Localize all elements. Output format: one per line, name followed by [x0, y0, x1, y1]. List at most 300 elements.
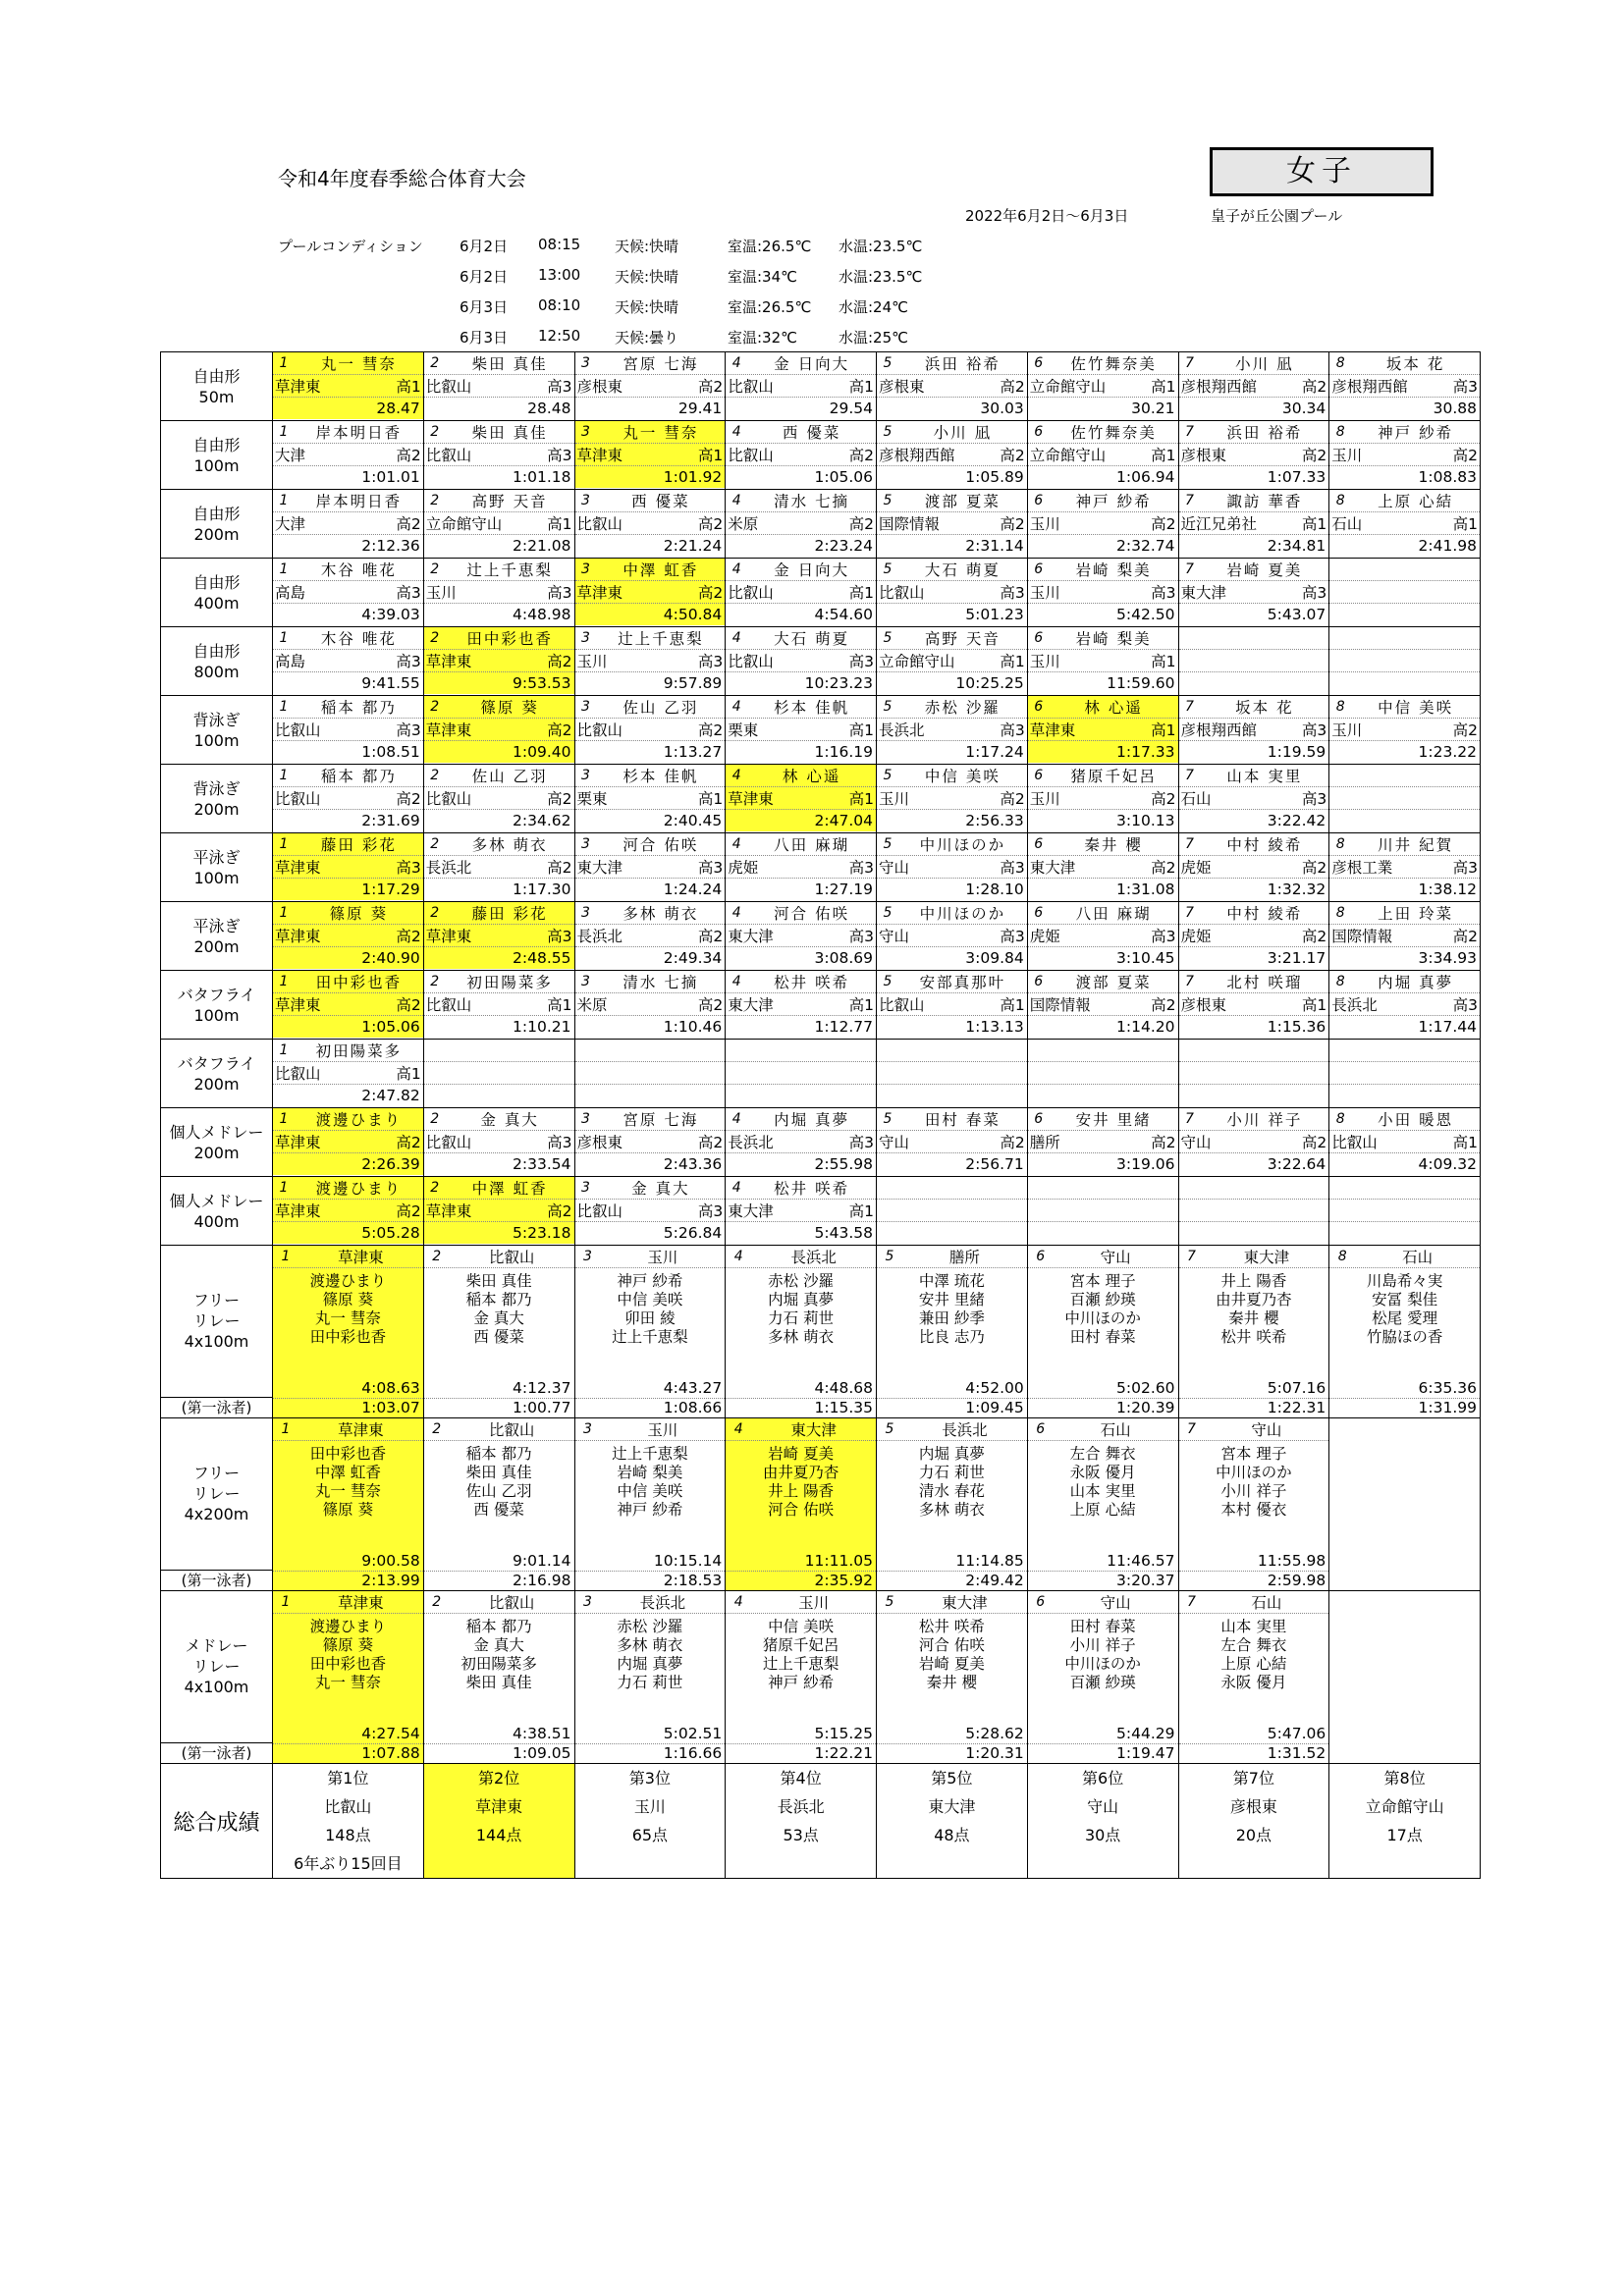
place-number: 3 — [581, 630, 590, 646]
grade: 高1 — [396, 378, 421, 396]
first-swimmer-time: 1:22.31 — [1267, 1399, 1326, 1416]
relay-team-line — [877, 1418, 1027, 1441]
school-name: 草津東 — [425, 928, 472, 945]
place-number: 2 — [430, 768, 440, 783]
member-name: 田村 春菜 — [1069, 1618, 1136, 1635]
first-swimmer-label: (第一泳者) — [161, 1742, 272, 1763]
time-line — [1179, 398, 1329, 419]
place-number: 2 — [432, 1421, 442, 1437]
relay-members — [424, 1268, 574, 1379]
member-name: 田中彩也香 — [309, 1445, 387, 1463]
swimmer-line — [1028, 352, 1178, 375]
result-cell — [1178, 1040, 1329, 1108]
empty-line — [1329, 559, 1480, 581]
grade: 高2 — [1452, 447, 1478, 464]
school-line — [1329, 856, 1480, 879]
school-name: 大津 — [275, 447, 306, 464]
swimmer-name: 丸一 彗奈 — [623, 424, 699, 442]
time-line — [1179, 604, 1329, 625]
empty-line — [726, 1040, 876, 1062]
school-name: 守山 — [1180, 1134, 1212, 1151]
grade: 高1 — [1151, 721, 1176, 739]
pool-condition-label: プールコンディション — [278, 238, 423, 255]
result-cell — [1178, 1177, 1329, 1246]
member-name: 百瀬 紗瑛 — [1069, 1291, 1136, 1308]
time-line — [273, 535, 423, 557]
relay-total-time: 5:28.62 — [877, 1725, 1027, 1744]
time-line — [1329, 535, 1480, 557]
place-number: 6 — [1034, 974, 1044, 989]
result-cell — [1178, 421, 1329, 490]
condition-water: 水温:23.5℃ — [839, 268, 923, 286]
swimmer-name: 神戸 紗希 — [1378, 424, 1454, 442]
school-name: 草津東 — [1029, 721, 1076, 739]
relay-total-time: 9:01.14 — [424, 1552, 574, 1572]
result-cell — [1027, 1040, 1178, 1108]
member-name: 井上 陽香 — [768, 1482, 835, 1500]
result-cell — [273, 833, 424, 902]
school-line — [1028, 856, 1178, 879]
result-cell — [877, 352, 1028, 421]
swimmer-line — [575, 902, 726, 925]
condition-time: 13:00 — [538, 266, 581, 284]
standing-cell — [423, 1764, 574, 1879]
swimmer-line — [877, 627, 1027, 650]
result-time: 3:09.84 — [965, 949, 1024, 967]
result-cell — [1178, 833, 1329, 902]
place-number: 5 — [883, 836, 893, 852]
relay-event-name — [161, 1246, 273, 1418]
first-swimmer-time: 2:13.99 — [273, 1572, 423, 1590]
standing-points: 148点 — [325, 1826, 371, 1844]
swimmer-name: 林 心遥 — [1084, 699, 1143, 717]
result-time: 3:22.64 — [1267, 1155, 1326, 1173]
event-name: 個人メドレー 200m — [161, 1108, 273, 1177]
member-name: 稲本 都乃 — [465, 1445, 532, 1463]
result-time: 1:16.19 — [814, 743, 873, 761]
place-number: 4 — [731, 493, 741, 508]
place-number: 2 — [430, 1180, 440, 1196]
time-line — [1329, 398, 1480, 419]
relay-cell — [423, 1591, 574, 1764]
swimmer-name: 松井 咲希 — [774, 974, 850, 991]
swimmer-line — [726, 559, 876, 581]
school-name: 比叡山 — [879, 996, 925, 1014]
empty-line — [1329, 672, 1480, 694]
member-name: 松尾 愛理 — [1372, 1309, 1438, 1327]
school-line — [1028, 719, 1178, 741]
result-cell — [574, 1177, 726, 1246]
result-time: 2:49.34 — [663, 949, 723, 967]
place-number: 4 — [733, 1421, 743, 1437]
swimmer-line — [726, 421, 876, 444]
standing-note — [575, 1849, 726, 1878]
grade: 高2 — [396, 996, 421, 1014]
grade: 高3 — [697, 1202, 724, 1220]
swimmer-line — [1329, 490, 1480, 512]
first-swimmer-time: 3:20.37 — [1116, 1572, 1175, 1589]
member-name: 秦井 櫻 — [1228, 1309, 1279, 1327]
relay-total-time: 4:52.00 — [877, 1379, 1027, 1399]
school-name: 草津東 — [275, 1134, 321, 1151]
result-time: 1:08.51 — [361, 743, 420, 761]
standing-team: 草津東 — [475, 1797, 523, 1816]
standing-cell — [1027, 1764, 1178, 1879]
grade: 高2 — [1301, 859, 1327, 877]
swimmer-line — [424, 559, 574, 581]
condition-room: 室温:32℃ — [728, 329, 797, 347]
member-name: 安井 里緒 — [918, 1291, 985, 1308]
grade: 高2 — [547, 790, 572, 808]
swimmer-name: 安井 里緒 — [1075, 1111, 1152, 1129]
swimmer-line — [1028, 559, 1178, 581]
school-name: 比叡山 — [425, 378, 472, 396]
member-name: 中信 美咲 — [768, 1618, 835, 1635]
member-name: 川島希々実 — [1366, 1272, 1443, 1290]
result-cell — [877, 559, 1028, 627]
school-line — [877, 581, 1027, 604]
swimmer-line — [575, 971, 726, 993]
time-line — [1329, 1016, 1480, 1038]
standing-note — [1329, 1849, 1480, 1878]
member-name: 柴田 真佳 — [465, 1272, 532, 1290]
empty-line — [877, 1040, 1027, 1062]
time-line — [726, 672, 876, 694]
swimmer-name: 岩崎 梨美 — [1075, 561, 1152, 579]
result-time: 1:38.12 — [1418, 881, 1477, 898]
place-number: 1 — [279, 699, 289, 715]
result-cell — [273, 421, 424, 490]
member-name: 中澤 琉花 — [918, 1272, 985, 1290]
gender-label: 女子 — [1210, 147, 1434, 196]
result-time: 1:24.24 — [663, 881, 723, 898]
swimmer-line — [726, 490, 876, 512]
school-name: 守山 — [879, 859, 910, 877]
relay-members — [424, 1614, 574, 1725]
place-number: 5 — [883, 355, 893, 371]
event-name: 自由形 100m — [161, 421, 273, 490]
time-line — [1329, 1153, 1480, 1175]
result-time: 4:54.60 — [814, 606, 873, 623]
swimmer-line — [1179, 902, 1329, 925]
school-name: 比叡山 — [275, 1065, 321, 1083]
result-cell — [423, 421, 574, 490]
relay-total-time: 5:44.29 — [1028, 1725, 1178, 1744]
time-line — [424, 741, 574, 763]
swimmer-name: 神戸 紗希 — [1075, 493, 1152, 510]
school-line — [1179, 719, 1329, 741]
meet-venue: 皇子が丘公園プール — [1211, 207, 1343, 225]
place-number: 1 — [279, 1111, 289, 1127]
swimmer-name: 高野 天音 — [924, 630, 1001, 648]
result-time: 9:57.89 — [663, 674, 723, 692]
swimmer-line — [726, 1108, 876, 1131]
swimmer-line — [575, 352, 726, 375]
empty-line — [726, 1062, 876, 1085]
event-name: 平泳ぎ 200m — [161, 902, 273, 971]
result-time: 1:05.89 — [965, 468, 1024, 486]
relay-cell — [1027, 1246, 1178, 1418]
school-name: 比叡山 — [879, 584, 925, 602]
condition-weather: 天候:快晴 — [615, 268, 679, 286]
swimmer-name: 木谷 唯花 — [320, 630, 397, 648]
grade: 高2 — [1000, 378, 1025, 396]
time-line — [424, 1016, 574, 1038]
result-time: 1:01.01 — [361, 468, 420, 486]
relay-total-time: 4:38.51 — [424, 1725, 574, 1744]
result-cell — [1329, 352, 1481, 421]
school-name: 比叡山 — [1331, 1134, 1378, 1151]
school-name: 草津東 — [275, 859, 321, 877]
school-name: 栗東 — [728, 721, 759, 739]
relay-event-label: メドレー リレー 4x100m — [184, 1636, 249, 1696]
relay-team-line — [726, 1246, 876, 1268]
school-line — [1329, 444, 1480, 466]
result-cell — [877, 696, 1028, 765]
swimmer-name: 高野 天音 — [471, 493, 548, 510]
team-name: 守山 — [1251, 1421, 1282, 1439]
relay-cell — [1178, 1418, 1329, 1591]
school-line — [726, 375, 876, 398]
relay-team-line — [575, 1418, 726, 1441]
swimmer-name: 金 日向大 — [774, 561, 850, 579]
grade: 高2 — [1151, 515, 1176, 533]
team-name: 長浜北 — [790, 1249, 837, 1266]
event-row — [161, 421, 1481, 490]
relay-cell — [1178, 1246, 1329, 1418]
swimmer-name: 上原 心結 — [1378, 493, 1454, 510]
school-line — [575, 787, 726, 810]
result-time: 5:43.58 — [814, 1224, 873, 1242]
swimmer-line — [273, 765, 423, 787]
relay-cell — [423, 1418, 574, 1591]
time-line — [575, 604, 726, 625]
swimmer-line — [424, 1108, 574, 1131]
swimmer-line — [1179, 490, 1329, 512]
place-number: 6 — [1034, 424, 1044, 440]
swimmer-name: 藤田 彩花 — [471, 905, 548, 923]
swimmer-line — [1179, 696, 1329, 719]
event-name: 自由形 800m — [161, 627, 273, 696]
member-name: 竹脇ほの香 — [1366, 1328, 1443, 1346]
grade: 高3 — [547, 1134, 572, 1151]
swimmer-name: 多林 萌衣 — [623, 905, 699, 923]
swimmer-line — [1179, 1108, 1329, 1131]
school-line — [1028, 375, 1178, 398]
relay-row — [161, 1591, 1481, 1764]
place-number: 2 — [430, 630, 440, 646]
place-number: 5 — [883, 905, 893, 921]
school-line — [877, 1131, 1027, 1153]
team-name: 玉川 — [647, 1421, 678, 1439]
place-number: 3 — [581, 355, 590, 371]
school-name: 比叡山 — [728, 447, 774, 464]
swimmer-name: 林 心遥 — [782, 768, 841, 785]
school-name: 彦根東 — [879, 378, 925, 396]
relay-members — [1028, 1268, 1178, 1379]
result-cell — [1329, 765, 1481, 833]
school-name: 比叡山 — [728, 653, 774, 670]
swimmer-line — [273, 902, 423, 925]
place-number: 4 — [731, 1111, 741, 1127]
result-time: 2:56.33 — [965, 812, 1024, 829]
swimmer-line — [1028, 902, 1178, 925]
school-name: 立命館守山 — [879, 653, 955, 670]
time-line — [273, 947, 423, 969]
time-line — [1179, 810, 1329, 831]
grade: 高2 — [697, 721, 724, 739]
swimmer-line — [273, 1040, 423, 1062]
empty-line — [877, 1177, 1027, 1200]
member-name: 柴田 真佳 — [465, 1674, 532, 1691]
place-number: 4 — [731, 355, 741, 371]
time-line — [877, 810, 1027, 831]
empty-line — [877, 1085, 1027, 1106]
place-number: 1 — [279, 836, 289, 852]
standing-rank: 第5位 — [931, 1769, 973, 1788]
swimmer-line — [1028, 765, 1178, 787]
result-cell — [1329, 421, 1481, 490]
empty-line — [1179, 627, 1329, 650]
place-number: 3 — [581, 905, 590, 921]
first-swimmer-time: 2:35.92 — [726, 1572, 876, 1590]
time-line — [1028, 1016, 1178, 1038]
place-number: 3 — [583, 1421, 592, 1437]
school-name: 玉川 — [425, 584, 457, 602]
relay-team-line — [424, 1246, 574, 1268]
result-time: 3:10.13 — [1116, 812, 1175, 829]
meet-title: 令和4年度春季総合体育大会 — [278, 167, 526, 190]
relay-cell — [877, 1418, 1028, 1591]
swimmer-name: 北村 咲瑠 — [1226, 974, 1303, 991]
result-cell — [726, 627, 877, 696]
place-number: 4 — [731, 630, 741, 646]
time-line — [575, 398, 726, 419]
member-name: 篠原 葵 — [322, 1291, 374, 1308]
swimmer-line — [424, 1177, 574, 1200]
first-swimmer-time: 1:31.99 — [1418, 1399, 1477, 1416]
school-name: 玉川 — [1029, 515, 1060, 533]
result-cell — [273, 971, 424, 1040]
standing-cell — [273, 1764, 424, 1879]
standing-cell — [574, 1764, 726, 1879]
member-name: 田中彩也香 — [309, 1328, 387, 1346]
grade: 高2 — [1151, 996, 1176, 1014]
relay-event-label: フリー リレー 4x100m — [184, 1291, 249, 1351]
standing-rank: 第3位 — [628, 1769, 671, 1788]
team-name: 草津東 — [338, 1594, 384, 1612]
result-cell — [423, 490, 574, 559]
grade: 高1 — [1452, 515, 1478, 533]
member-name: 多林 萌衣 — [918, 1501, 985, 1519]
relay-members — [1329, 1268, 1480, 1379]
school-line — [1028, 650, 1178, 672]
member-name: 赤松 沙羅 — [617, 1618, 683, 1635]
result-cell — [574, 971, 726, 1040]
swimmer-name: 稲本 都乃 — [320, 768, 397, 785]
place-number: 4 — [733, 1249, 743, 1264]
first-swimmer-time: 1:20.39 — [1116, 1399, 1175, 1416]
member-name: 赤松 沙羅 — [768, 1272, 835, 1290]
swimmer-name: 柴田 真佳 — [471, 424, 548, 442]
swimmer-name: 岩崎 夏美 — [1226, 561, 1303, 579]
swimmer-name: 清水 七摘 — [623, 974, 699, 991]
result-cell — [1027, 696, 1178, 765]
standing-team: 東大津 — [928, 1797, 976, 1816]
relay-members — [877, 1614, 1027, 1725]
time-line — [424, 604, 574, 625]
swimmer-name: 藤田 彩花 — [320, 836, 397, 854]
member-name: 田村 春菜 — [1069, 1328, 1136, 1346]
result-time: 1:23.22 — [1418, 743, 1477, 761]
grade: 高1 — [1000, 653, 1025, 670]
empty-line — [1329, 1062, 1480, 1085]
time-line — [1329, 947, 1480, 969]
empty-line — [575, 1085, 726, 1106]
swimmer-name: 佐山 乙羽 — [623, 699, 699, 717]
relay-members — [877, 1268, 1027, 1379]
time-line — [1179, 947, 1329, 969]
relay-cell — [1178, 1591, 1329, 1764]
member-name: 中信 美咲 — [617, 1291, 683, 1308]
swimmer-line — [575, 1177, 726, 1200]
place-number: 8 — [1335, 493, 1345, 508]
result-cell — [273, 902, 424, 971]
team-name: 石山 — [1402, 1249, 1434, 1266]
relay-members — [1179, 1441, 1329, 1552]
school-name: 東大津 — [728, 996, 774, 1014]
grade: 高2 — [848, 515, 874, 533]
grade: 高1 — [848, 996, 874, 1014]
place-number: 5 — [885, 1594, 894, 1610]
member-name: 永阪 優月 — [1220, 1674, 1287, 1691]
swimmer-line — [273, 627, 423, 650]
result-time: 2:32.74 — [1116, 537, 1175, 555]
grade: 高2 — [396, 447, 421, 464]
grade: 高2 — [396, 1202, 421, 1220]
time-line — [424, 466, 574, 488]
place-number: 4 — [733, 1594, 743, 1610]
member-name: 西 優菜 — [473, 1328, 524, 1346]
time-line — [424, 810, 574, 831]
result-time: 1:31.08 — [1116, 881, 1175, 898]
first-swimmer-time: 1:15.35 — [814, 1399, 873, 1416]
school-name: 草津東 — [425, 1202, 472, 1220]
result-cell — [273, 352, 424, 421]
grade: 高1 — [1151, 653, 1176, 670]
result-cell — [1178, 902, 1329, 971]
standing-cell — [726, 1764, 877, 1879]
standing-rank: 第6位 — [1082, 1769, 1124, 1788]
grade: 高2 — [1452, 721, 1478, 739]
swimmer-name: 杉本 佳帆 — [774, 699, 850, 717]
school-name: 栗東 — [576, 790, 608, 808]
school-name: 比叡山 — [425, 790, 472, 808]
place-number: 8 — [1335, 974, 1345, 989]
result-time: 2:34.81 — [1267, 537, 1326, 555]
time-line — [273, 1016, 423, 1038]
swimmer-line — [877, 352, 1027, 375]
place-number: 7 — [1185, 355, 1194, 371]
relay-cell — [574, 1246, 726, 1418]
place-number: 6 — [1036, 1421, 1046, 1437]
result-time: 5:23.18 — [513, 1224, 571, 1242]
swimmer-line — [575, 421, 726, 444]
time-line — [726, 466, 876, 488]
swimmer-line — [877, 490, 1027, 512]
result-cell — [273, 696, 424, 765]
first-swimmer-time: 2:16.98 — [513, 1572, 571, 1589]
